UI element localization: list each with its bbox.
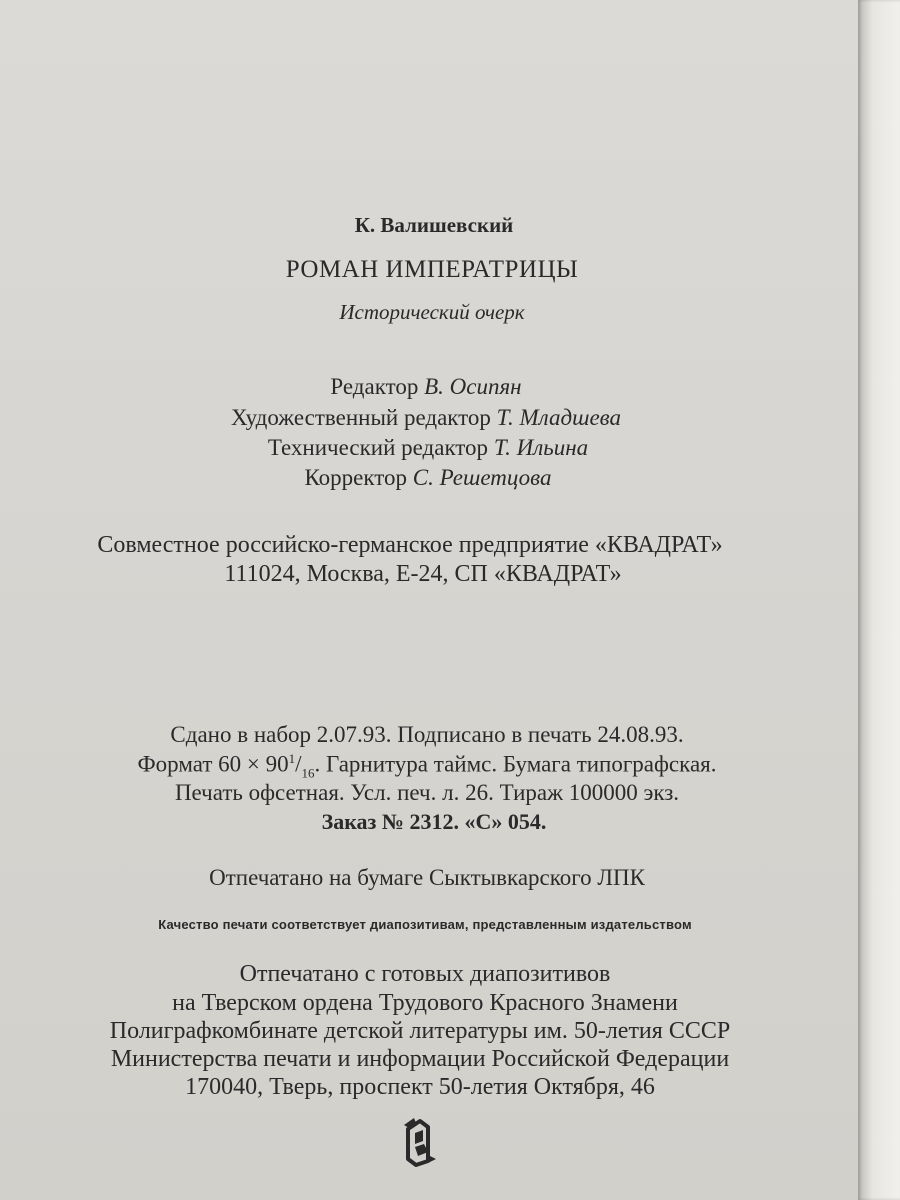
adjacent-page-edge xyxy=(858,0,900,1200)
printer-line: Министерства печати и информации Российской Федерации xyxy=(110,1046,730,1072)
publisher-address: 111024, Москва, Е-24, СП «КВАДРАТ» xyxy=(224,561,622,587)
format-subscript: 16 xyxy=(301,765,315,781)
publisher-emblem-icon xyxy=(398,1115,438,1167)
imprint-dates: Сдано в набор 2.07.93. Подписано в печать 24.08.93. xyxy=(170,722,684,747)
printer-address: 170040, Тверь, проспект 50-летия Октября, 46 xyxy=(185,1074,655,1100)
credit-role: Художественный редактор xyxy=(231,405,497,430)
credit-technical-editor xyxy=(0,436,858,459)
format-slash: / xyxy=(295,751,302,777)
paper-note: Отпечатано на бумаге Сыктывкарского ЛПК xyxy=(209,865,645,890)
credit-person: С. Решетцова xyxy=(412,465,552,490)
imprint-order: Заказ № 2312. «С» 054. xyxy=(321,809,547,834)
credit-person: Т. Младшева xyxy=(496,405,621,430)
printer-line: Полиграфкомбинате детской литературы им. 50-летия СССР xyxy=(109,1018,731,1044)
credit-role: Технический редактор xyxy=(267,435,494,460)
credit-person: В. Осипян xyxy=(424,374,522,399)
credit-art-editor xyxy=(0,406,856,429)
publisher-name: Совместное российско-германское предприятие «КВАДРАТ» xyxy=(97,532,723,558)
credit-person: Т. Ильина xyxy=(493,435,589,460)
imprint-format xyxy=(0,752,857,779)
credit-role: Редактор xyxy=(330,374,425,399)
credit-proofreader xyxy=(0,466,858,489)
credit-role: Корректор xyxy=(304,465,413,490)
author-name: К. Валишевский xyxy=(354,213,514,237)
format-prefix: Формат 60 × 90 xyxy=(137,751,289,777)
printer-line: на Тверском ордена Трудового Красного Знамени xyxy=(172,990,678,1016)
book-title: РОМАН ИМПЕРАТРИЦЫ xyxy=(285,256,579,283)
format-superscript: 1 xyxy=(288,751,296,766)
format-suffix: . Гарнитура таймс. Бумага типографская. xyxy=(314,751,717,777)
book-subtitle: Исторический очерк xyxy=(339,300,525,324)
printer-line: Отпечатано с готовых диапозитивов xyxy=(239,961,611,987)
imprint-print-run: Печать офсетная. Усл. печ. л. 26. Тираж 100000 экз. xyxy=(174,780,680,805)
credit-editor xyxy=(0,375,856,398)
quality-note: Качество печати соответствует диапозитивам, представленным издательством xyxy=(158,917,692,932)
